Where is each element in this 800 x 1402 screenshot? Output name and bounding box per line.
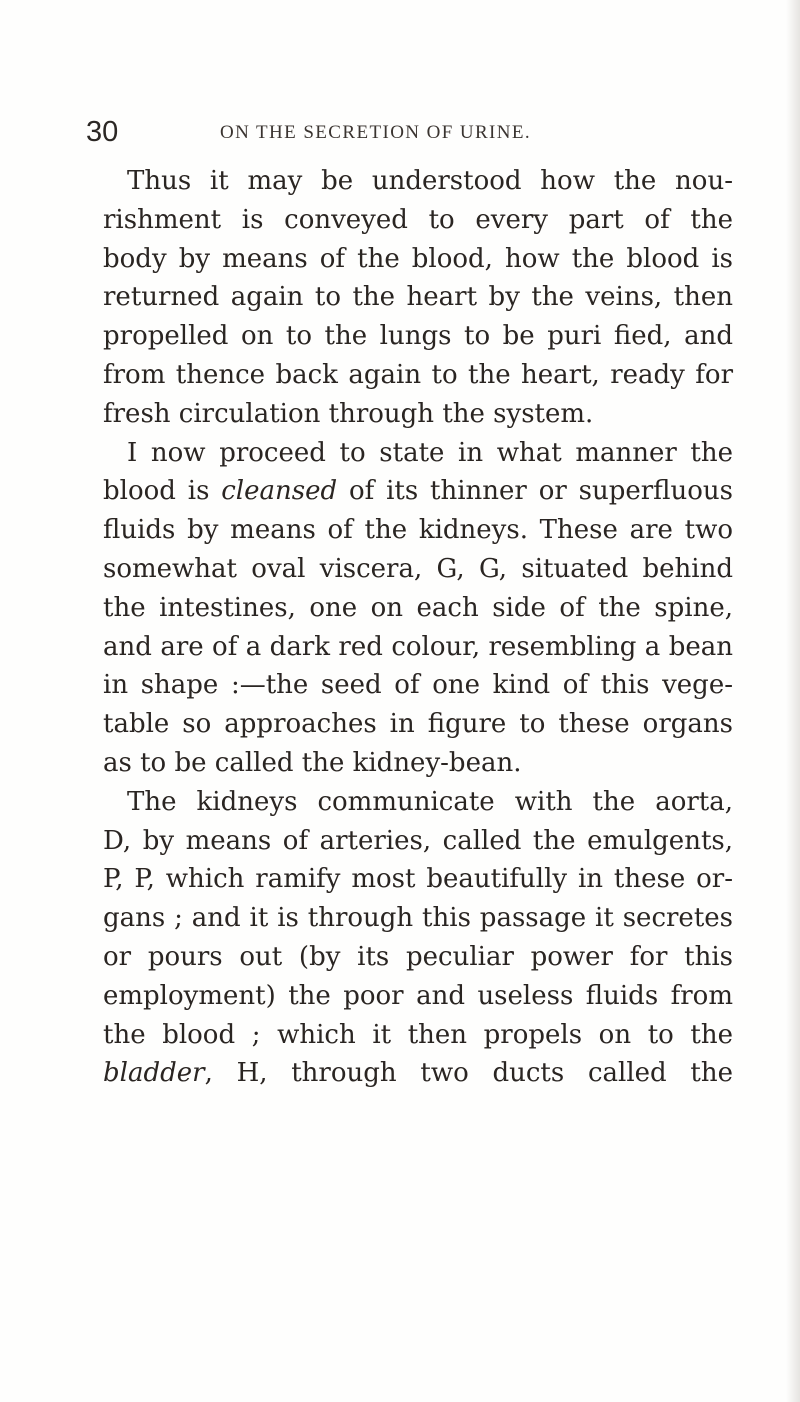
text-line: or pours out (by its peculiar power for this bbox=[103, 941, 733, 972]
text-line: bladder, H, through two ducts called the bbox=[103, 1058, 733, 1089]
text-line: P, P, which ramify most beautifully in these or- bbox=[103, 864, 733, 895]
text-line: fluids by means of the kidneys. These are two bbox=[103, 515, 733, 546]
text-line: rishment is conveyed to every part of the bbox=[103, 204, 733, 235]
text-line: I now proceed to state in what manner the bbox=[127, 437, 733, 468]
text-line: as to be called the kidney-bean. bbox=[103, 747, 522, 778]
text-line: in shape :—the seed of one kind of this vege- bbox=[103, 670, 733, 701]
text-line: gans ; and it is through this passage it secretes bbox=[103, 903, 733, 934]
emphasis-cleansed: cleansed bbox=[221, 476, 338, 507]
running-head bbox=[86, 112, 646, 152]
body-text bbox=[103, 162, 733, 1093]
text-line: somewhat oval viscera, G, G, situated behind bbox=[103, 553, 733, 584]
text-line: body by means of the blood, how the blood is bbox=[103, 243, 733, 274]
text-line: table so approaches in figure to these organs bbox=[103, 709, 733, 740]
text-line: blood is cleansed of its thinner or superfluous bbox=[103, 476, 733, 507]
emphasis-bladder: bladder bbox=[103, 1058, 205, 1089]
text-line: returned again to the heart by the veins, then bbox=[103, 282, 733, 313]
text-line: and are of a dark red colour, resembling a bean bbox=[103, 631, 733, 662]
page-number: 30 bbox=[86, 116, 119, 148]
text-line: Thus it may be understood how the nou- bbox=[127, 166, 733, 196]
text-line: propelled on to the lungs to be puri fied, and bbox=[103, 321, 733, 352]
text-line: The kidneys communicate with the aorta, bbox=[127, 786, 733, 817]
text-line: employment) the poor and useless fluids from bbox=[103, 980, 733, 1011]
text-line: from thence back again to the heart, ready for bbox=[103, 359, 733, 390]
page-edge-shadow bbox=[786, 0, 800, 1402]
running-title: ON THE SECRETION OF URINE. bbox=[220, 122, 532, 143]
text-line: the intestines, one on each side of the spine, bbox=[103, 592, 733, 623]
text-line: fresh circulation through the system. bbox=[103, 398, 594, 429]
text-line: D, by means of arteries, called the emulgents, bbox=[103, 825, 733, 856]
text-line: the blood ; which it then propels on to the bbox=[103, 1019, 733, 1050]
